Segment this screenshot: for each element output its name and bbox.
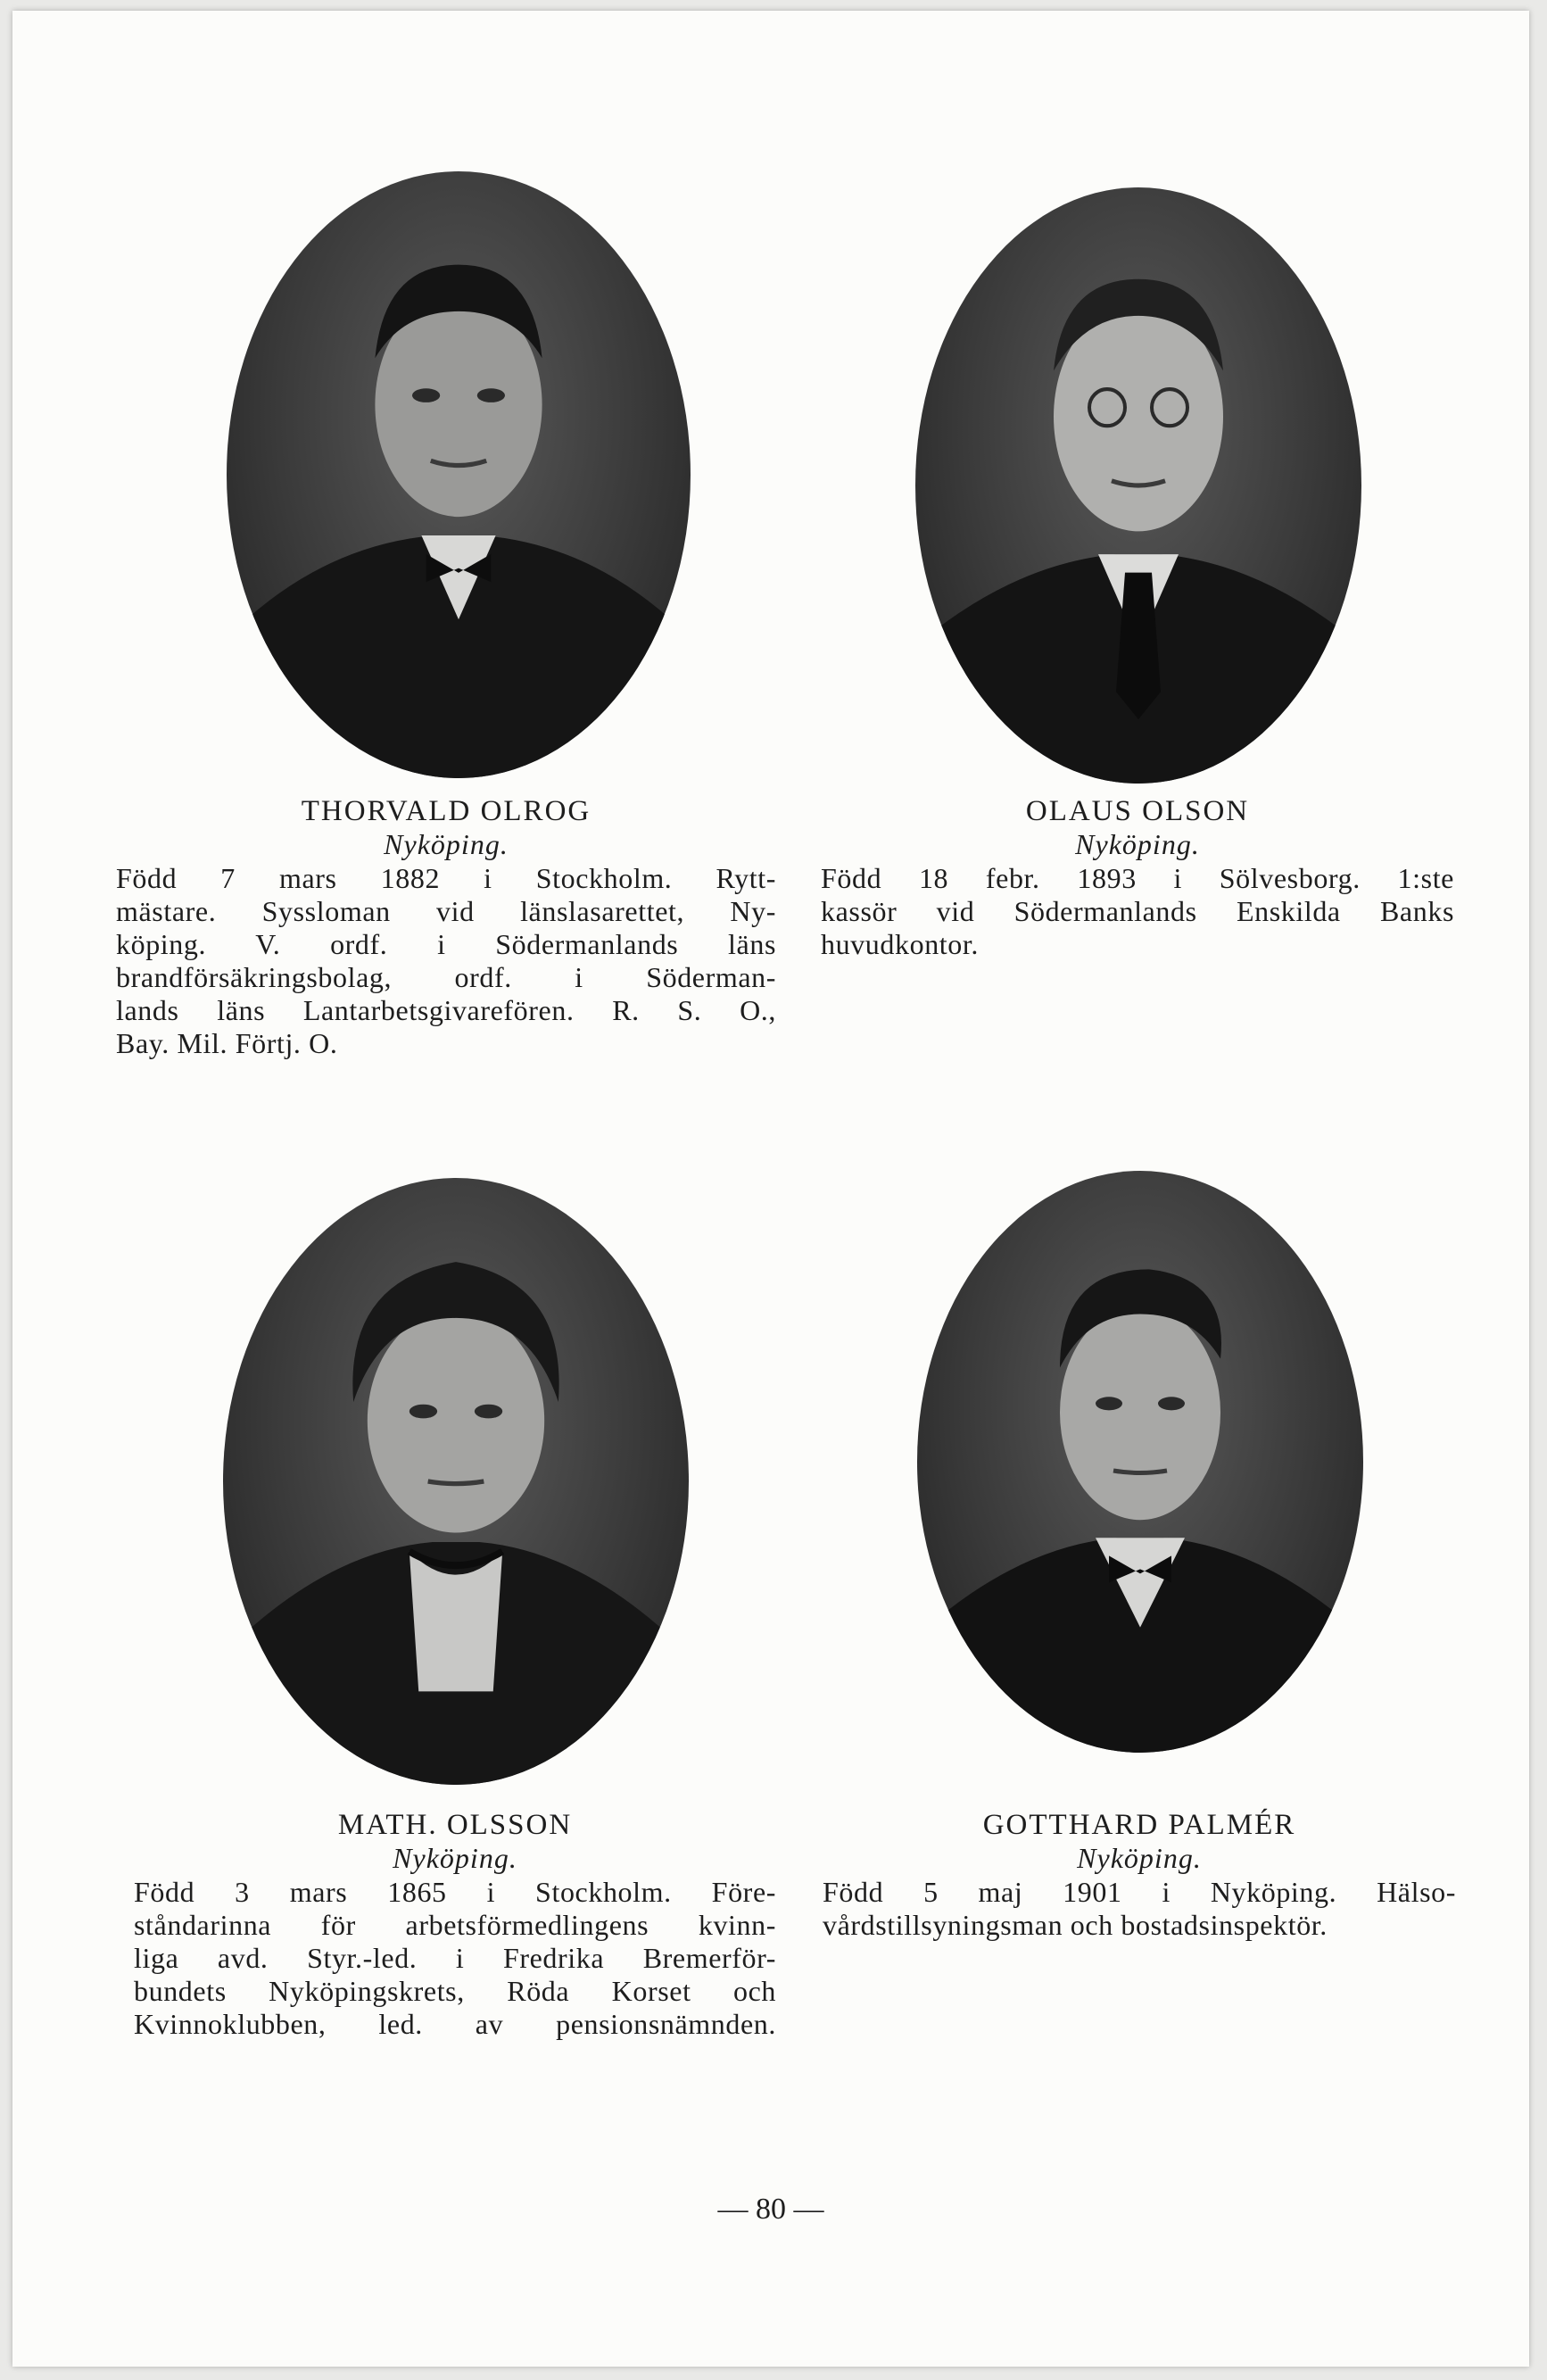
portrait-olaus-olson xyxy=(915,187,1361,784)
portrait-young-man-image xyxy=(917,1171,1363,1753)
bio-line: vårdstillsyningsman och bostadsinspektör. xyxy=(823,1909,1328,1941)
portrait-gotthard-palmer xyxy=(917,1171,1363,1753)
bio-line: lands läns Lantarbetsgivarefören. R. S. O., xyxy=(116,994,776,1026)
bio-line: Bay. Mil. Förtj. O. xyxy=(116,1027,338,1059)
person-bio xyxy=(823,1876,1456,1942)
bio-line: Kvinnoklubben, led. av pensionsnämnden. xyxy=(134,2008,776,2040)
person-name: THORVALD OLROG xyxy=(301,795,592,827)
bio-line: Född 3 mars 1865 i Stockholm. Före- xyxy=(134,1876,776,1908)
bio-line: kassör vid Södermanlands Enskilda Banks xyxy=(821,895,1454,927)
book-page xyxy=(12,11,1529,2367)
bio-line: Född 7 mars 1882 i Stockholm. Rytt- xyxy=(116,862,776,894)
person-town: Nyköping. xyxy=(1075,828,1200,860)
bio-line: ståndarinna för arbetsförmedlingens kvinn- xyxy=(134,1909,776,1941)
portrait-math-olsson xyxy=(223,1178,689,1785)
person-bio xyxy=(134,1876,776,2041)
bio-line: köping. V. ordf. i Södermanlands läns xyxy=(116,928,776,960)
bio-line: liga avd. Styr.-led. i Fredrika Bremerför- xyxy=(134,1942,776,1974)
caption-thorvald-olrog xyxy=(116,794,776,1060)
bio-line: bundets Nyköpingskrets, Röda Korset och xyxy=(134,1975,776,2007)
portrait-man-bowtie-image xyxy=(227,171,691,778)
person-bio xyxy=(821,862,1454,961)
person-name: GOTTHARD PALMÉR xyxy=(982,1809,1296,1841)
caption-math-olsson xyxy=(134,1808,776,2041)
bio-line: mästare. Syssloman vid länslasarettet, Ny- xyxy=(116,895,776,927)
person-name: MATH. OLSSON xyxy=(337,1809,573,1841)
person-name: OLAUS OLSON xyxy=(1025,795,1250,827)
portrait-thorvald-olrog xyxy=(227,171,691,778)
person-town: Nyköping. xyxy=(1077,1842,1202,1874)
bio-line: Född 18 febr. 1893 i Sölvesborg. 1:ste xyxy=(821,862,1454,894)
portrait-woman-image xyxy=(223,1178,689,1785)
bio-line: huvudkontor. xyxy=(821,928,979,960)
bio-line: Född 5 maj 1901 i Nyköping. Hälso- xyxy=(823,1876,1456,1908)
person-bio xyxy=(116,862,776,1060)
person-town: Nyköping. xyxy=(384,828,509,860)
page-number: — 80 — xyxy=(717,2193,824,2226)
caption-gotthard-palmer xyxy=(823,1808,1456,1942)
person-town: Nyköping. xyxy=(393,1842,517,1874)
bio-line: brandförsäkringsbolag, ordf. i Söderman- xyxy=(116,961,776,993)
portrait-man-glasses-image xyxy=(915,187,1361,784)
caption-olaus-olson xyxy=(821,794,1454,961)
